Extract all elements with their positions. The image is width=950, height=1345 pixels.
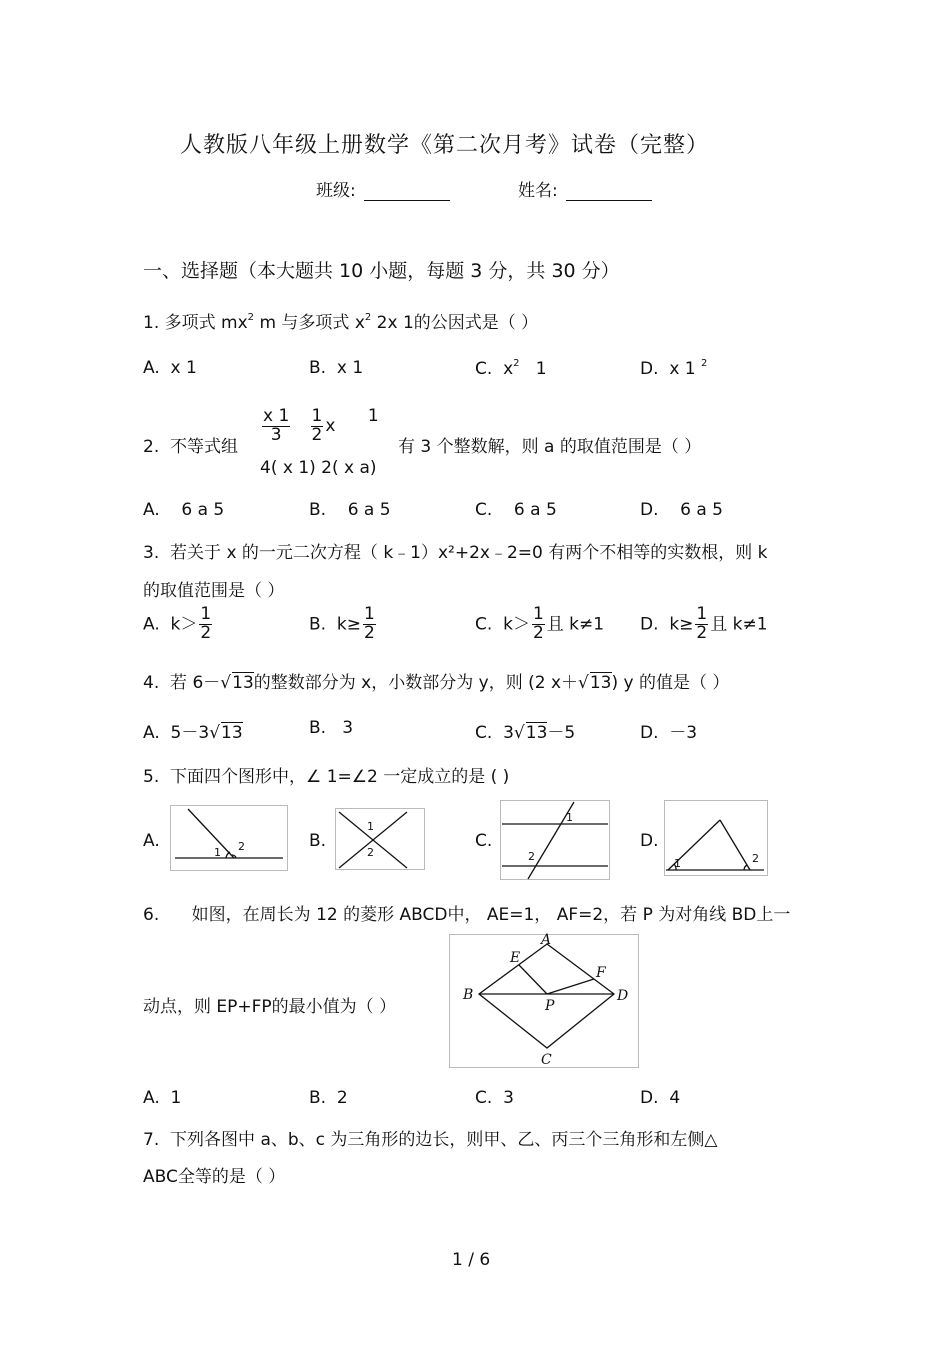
q5-figure-b [335, 808, 425, 870]
class-field [316, 176, 450, 201]
svg-text:B: B [463, 987, 474, 1003]
svg-text:D: D [617, 988, 629, 1004]
question-6-line2: 动点，则 EP+FP的最小值为（ ） [143, 997, 397, 1017]
q5-figure-d [664, 800, 768, 876]
q2-system-line1: $\frac{x 1}{3}$ $\frac{1}{2}$ x 1 [263, 405, 379, 445]
svg-text:2: 2 [528, 850, 535, 863]
sqrt-13: 13 [232, 673, 254, 693]
question-5: 5. 下面四个图形中，∠ 1=∠2 一定成立的是 ( ) [143, 767, 510, 787]
q6-option-c[interactable]: C. 3 [475, 1088, 514, 1108]
q2-option-b[interactable]: B. 6 a 5 [309, 500, 391, 520]
q1-option-a[interactable]: A. x 1 [143, 358, 197, 378]
q1-stem: m 与多项式 x [259, 313, 365, 333]
q5-figure-c [500, 800, 610, 880]
q1-option-b[interactable]: B. x 1 [309, 358, 364, 378]
svg-text:F: F [596, 965, 606, 981]
page-title: 人教版八年级上册数学《第二次月考》试卷（完整） [180, 133, 710, 158]
page-number: 1 / 6 [452, 1250, 491, 1270]
q1-option-d[interactable]: D. x 1 $^2$ [640, 358, 708, 379]
svg-text:C: C [541, 1052, 552, 1068]
svg-text:2: 2 [238, 840, 245, 853]
q1-stem: 2x 1的公因式是（ ） [376, 313, 539, 333]
q6-option-a[interactable]: A. 1 [143, 1088, 182, 1108]
q2-fraction-2: $\frac{1}{2}$ [311, 405, 323, 445]
question-3-line1: 3. 若关于 x 的一元二次方程（ k﹣1）x²+2x﹣2=0 有两个不相等的实数根，则 k [143, 543, 768, 563]
q2-fraction-1: $\frac{x 1}{3}$ [263, 405, 290, 445]
q3-option-d[interactable]: D. k≥ $\frac{1}{2}$ 且 k≠1 [640, 604, 768, 643]
question-1 [143, 308, 538, 333]
q5-figure-a [170, 805, 288, 871]
svg-text:1: 1 [674, 857, 681, 870]
q2-option-a[interactable]: A. 6 a 5 [143, 500, 225, 520]
svg-text:A: A [541, 932, 552, 948]
q1-sup: 2 [364, 312, 372, 323]
q5-option-d[interactable]: D. [640, 831, 659, 851]
section-heading: 一、选择题（本大题共 10 小题，每题 3 分，共 30 分） [143, 260, 620, 282]
q5-option-b[interactable]: B. [309, 831, 327, 851]
q2-system-line2: 4( x 1) 2( x a) [260, 458, 377, 478]
svg-text:1: 1 [566, 811, 573, 824]
sqrt-13: 13 [589, 673, 612, 693]
q1-sup: 2 [247, 312, 255, 323]
q1-number: 1. [143, 313, 160, 333]
q1-stem: 多项式 mx [164, 313, 248, 333]
q6-option-b[interactable]: B. 2 [309, 1088, 348, 1108]
q4-option-d[interactable]: D. －3 [640, 723, 698, 743]
svg-text:E: E [510, 950, 521, 966]
name-label: 姓名: [518, 181, 558, 201]
q5-option-a[interactable]: A. [143, 831, 160, 851]
svg-text:2: 2 [367, 846, 374, 859]
q5-option-c[interactable]: C. [475, 831, 493, 851]
question-4: 4. 若 6－√13的整数部分为 x，小数部分为 y，则 (2 x＋√13) y 的值是（ ） [143, 673, 730, 693]
class-blank [364, 182, 450, 201]
svg-text:2: 2 [752, 852, 759, 865]
q2-tail: 有 3 个整数解，则 a 的取值范围是（ ） [398, 437, 702, 457]
question-3-line2: 的取值范围是（ ） [143, 581, 285, 601]
svg-text:1: 1 [367, 820, 374, 833]
svg-text:1: 1 [214, 846, 221, 859]
q1-option-c[interactable]: C. $x^2$ 1 [475, 358, 547, 379]
q3-option-a[interactable]: A. k＞ $\frac{1}{2}$ [143, 604, 212, 643]
class-label: 班级: [316, 181, 356, 201]
svg-text:P: P [545, 998, 555, 1014]
question-7-line1: 7. 下列各图中 a、b、c 为三角形的边长，则甲、乙、丙三个三角形和左侧△ [143, 1130, 718, 1150]
q4-option-c[interactable]: C. 3√13－5 [475, 723, 576, 743]
q4-option-a[interactable]: A. 5－3√13 [143, 723, 243, 743]
q4-option-b[interactable]: B. 3 [309, 718, 354, 738]
q2-lead: 2. 不等式组 [143, 437, 239, 457]
q2-option-c[interactable]: C. 6 a 5 [475, 500, 557, 520]
q6-option-d[interactable]: D. 4 [640, 1088, 681, 1108]
q6-rhombus-figure [449, 934, 639, 1068]
q2-option-d[interactable]: D. 6 a 5 [640, 500, 723, 520]
q3-option-c[interactable]: C. k＞ $\frac{1}{2}$ 且 k≠1 [475, 604, 605, 643]
question-7-line2: ABC全等的是（ ） [143, 1167, 286, 1187]
name-field [518, 176, 652, 201]
question-6-line1: 6. 如图，在周长为 12 的菱形 ABCD中， AE=1， AF=2，若 P 为对角线 BD上一 [143, 905, 791, 925]
name-blank [566, 182, 652, 201]
q3-option-b[interactable]: B. k≥ $\frac{1}{2}$ [309, 604, 375, 643]
